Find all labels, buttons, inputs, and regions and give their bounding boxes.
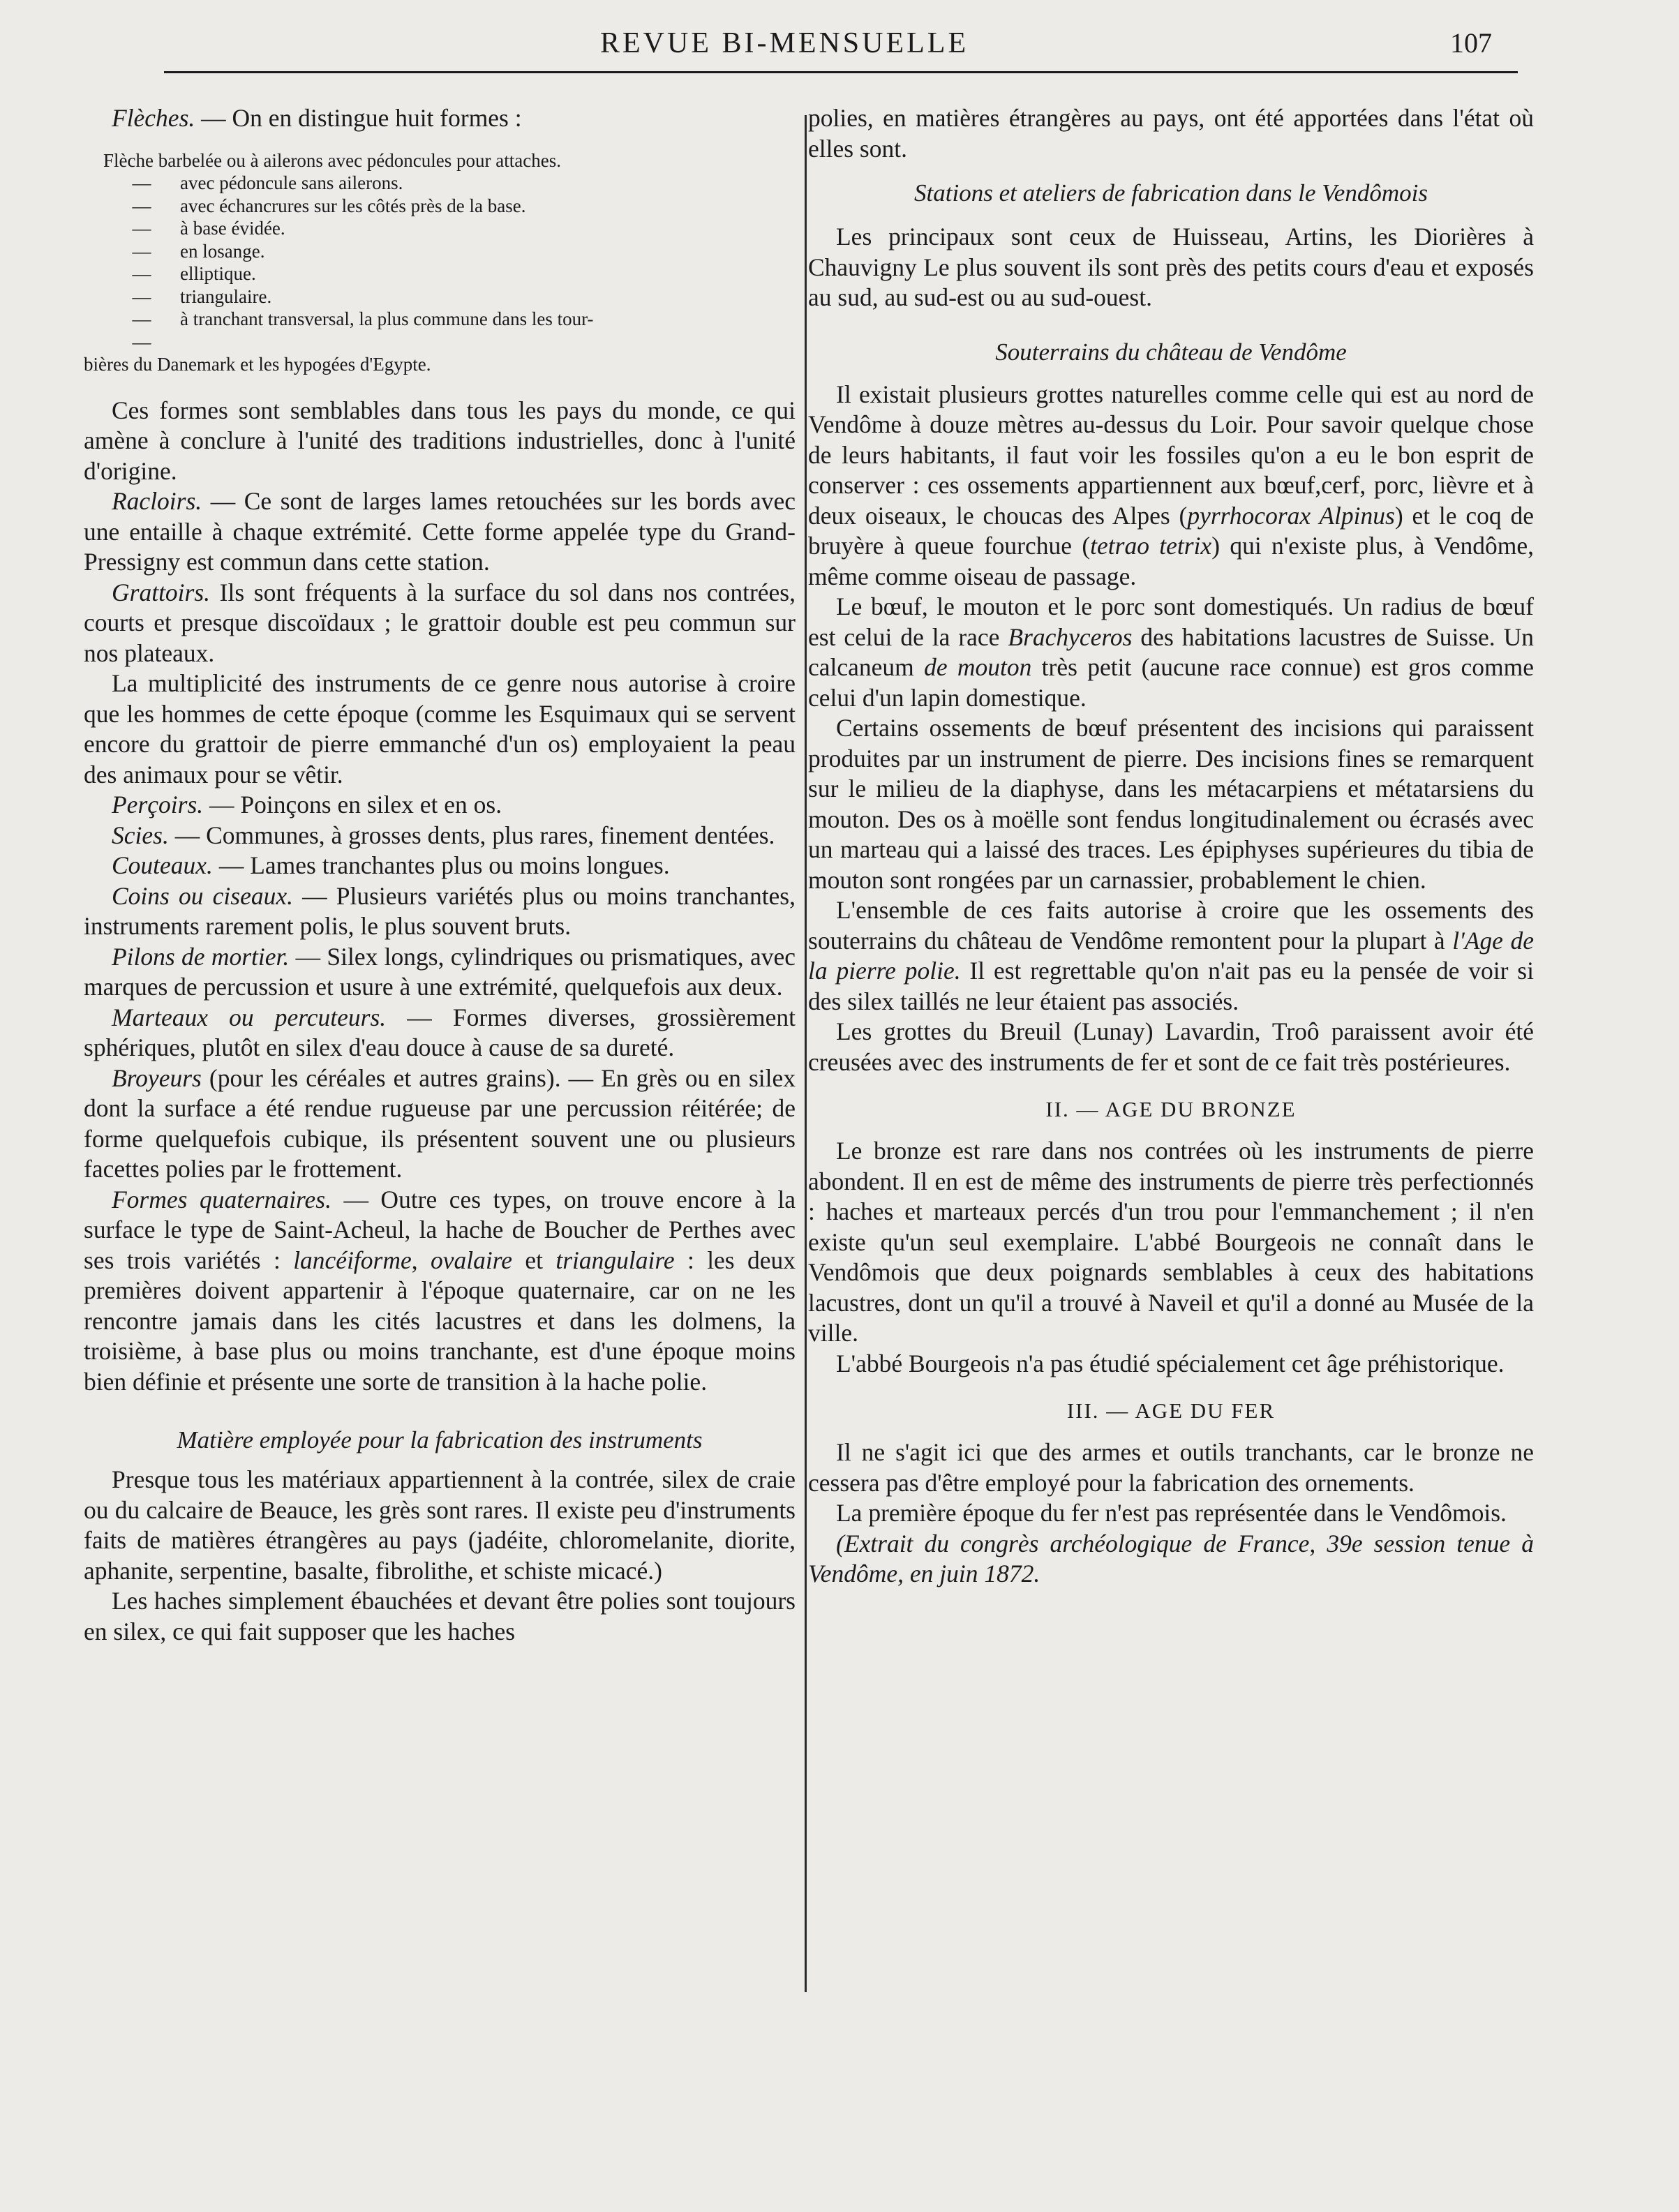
paragraph-breuil: Les grottes du Breuil (Lunay) Lavardin, Troô paraissent avoir été creusées avec des instruments de fer et sont de ce fait très postérieures. bbox=[808, 1017, 1534, 1076]
marteaux-term: Marteaux ou percuteurs. bbox=[112, 1003, 387, 1031]
fleches-term: Flèches. bbox=[112, 104, 195, 132]
list-item: — avec échancrures sur les côtés près de la base. bbox=[132, 195, 526, 216]
list-item: — à base évidée. bbox=[132, 218, 285, 239]
journal-title: REVUE BI-MENSUELLE bbox=[600, 27, 969, 59]
fleches-paragraph bbox=[84, 103, 796, 134]
list-item: — à tranchant transversal, la plus commune dans les tour- bbox=[132, 308, 594, 329]
list-item: — en losange. bbox=[132, 240, 265, 262]
formes-quaternaires-paragraph: Formes quaternaires. — Outre ces types, on trouve encore à la surface le type de Saint-Acheul, la hache de Boucher de Perthes avec ses trois variétés : lancéiforme, ovalaire et triangulaire : les deux premières doivent appartenir à l'époque quaternaire, car on ne les rencontre jamais dans les cités lacustres et dans les dolmens, la troisième, à base plus ou moins tranchante, est d'une époque moins bien définie et présente une sorte de transition à la hache polie. bbox=[84, 1185, 796, 1396]
broyeurs-paragraph: Broyeurs (pour les céréales et autres grains). — En grès ou en silex dont la surface a été rendue rugueuse par une percussion réitérée; de forme quelquefois cubique, ils présentent souvent une ou plusieurs facettes polies par le frottement. bbox=[84, 1063, 796, 1183]
coins-paragraph: Coins ou ciseaux. — Plusieurs variétés plus ou moins tranchantes, instruments rarement polis, le plus souvent bruts. bbox=[84, 881, 796, 940]
header-rule bbox=[164, 71, 1518, 73]
grattoirs-paragraph: Grattoirs. Ils sont fréquents à la surface du sol dans nos contrées, courts et presque discoïdaux ; le grattoir double est peu commun sur nos plateaux. bbox=[84, 578, 796, 667]
racloirs-term: Racloirs. bbox=[112, 487, 202, 515]
pilons-term: Pilons de mortier. bbox=[112, 942, 290, 971]
column-divider bbox=[805, 115, 807, 1992]
paragraph-certains: Certains ossements de bœuf présentent des incisions qui paraissent produites par un instrument de pierre. Des incisions fines se remarquent sur le milieu de la diaphyse, dans les métacarpiens et métatarsiens du mouton. Des os à moëlle sont fendus longitudinalement ou écrasés avec un marteau qui a laissé des traces. Les épiphyses supérieures du tibia de mouton sont rongées par un carnassier, probablement le chien. bbox=[808, 714, 1534, 894]
broyeurs-term: Broyeurs bbox=[112, 1063, 202, 1092]
section-heading-souterrains: Souterrains du château de Vendôme bbox=[995, 338, 1347, 366]
list-item: — triangulaire. bbox=[132, 285, 272, 307]
coins-term: Coins ou ciseaux. bbox=[112, 881, 293, 910]
paragraph-haches: Les haches simplement ébauchées et devant être polies sont toujours en silex, ce qui fait supposer que les haches bbox=[84, 1587, 796, 1645]
list-item-continuation: bières du Danemark et les hypogées d'Egypte. bbox=[84, 354, 431, 375]
fleches-list bbox=[84, 149, 796, 376]
paragraph-principaux: Les principaux sont ceux de Huisseau, Artins, les Diorières à Chauvigny Le plus souvent ils sont près des petits cours d'eau et exposés au sud, au sud-est ou au sud-ouest. bbox=[808, 223, 1534, 311]
list-item: — elliptique. bbox=[132, 263, 256, 284]
couteaux-term: Couteaux. bbox=[112, 851, 213, 879]
percoirs-term: Perçoirs. bbox=[112, 791, 204, 819]
scies-paragraph: Scies. — Communes, à grosses dents, plus rares, finement dentées. bbox=[112, 821, 775, 849]
paragraph-multiplicite: La multiplicité des instruments de ce genre nous autorise à croire que les hommes de cette époque (comme les Esquimaux qui se servent encore du grattoir de pierre emmanché d'un os) employaient la peau des animaux pour se vêtir. bbox=[84, 669, 796, 789]
list-item: — avec pédoncule sans ailerons. bbox=[132, 172, 403, 193]
paragraph-extrait: (Extrait du congrès archéologique de France, 39e session tenue à Vendôme, en juin 1872. bbox=[808, 1529, 1534, 1587]
left-column bbox=[84, 103, 796, 1647]
paragraph-polies: polies, en matières étrangères au pays, ont été apportées dans l'état où elles sont. bbox=[808, 104, 1534, 163]
section-heading-fer: III. — AGE DU FER bbox=[1066, 1398, 1276, 1423]
paragraph-formes: Ces formes sont semblables dans tous les pays du monde, ce qui amène à conclure à l'unité des traditions industrielles, donc à l'unité d'origine. bbox=[84, 396, 796, 485]
section-heading-bronze: II. — AGE DU BRONZE bbox=[1045, 1097, 1297, 1121]
paragraph-bronze: Le bronze est rare dans nos contrées où les instruments de pierre abondent. Il en est de même des instruments de pierre très perfectionnés : haches et marteaux percés d'un trou pour l'emmanchement ; il n'en existe qu'un seul exemplaire. L'abbé Bourgeois ne connaît dans le Vendômois que deux poignards semblables à ceux des habitations lacustres, dont un qu'il a trouvé à Naveil et qu'il a donné au Musée de la ville. bbox=[808, 1137, 1534, 1347]
running-header bbox=[0, 27, 1679, 75]
section-heading-matiere: Matière employée pour la fabrication des instruments bbox=[177, 1426, 703, 1454]
paragraph-premiere: La première époque du fer n'est pas représentée dans le Vendômois. bbox=[836, 1499, 1507, 1527]
scies-term: Scies. bbox=[112, 821, 169, 849]
section-heading-stations: Stations et ateliers de fabrication dans le Vendômois bbox=[914, 179, 1428, 207]
fleches-intro: — On en distingue huit formes : bbox=[195, 104, 522, 132]
right-column bbox=[808, 103, 1534, 1590]
paragraph-grottes: Il existait plusieurs grottes naturelles comme celle qui est au nord de Vendôme à douze mètres au-dessus du Loir. Pour savoir quelque chose de leurs habitants, il faut voir les fossiles qu'on a eu le bon esprit de conserver : ces ossements appartiennent aux bœuf,cerf, porc, lièvre et à deux oiseaux, le choucas des Alpes (pyrrhocorax Alpinus) et le coq de bruyère à queue fourchue (tetrao tetrix) qui n'existe plus, à Vendôme, même comme oiseau de passage. bbox=[808, 380, 1534, 590]
percoirs-paragraph: Perçoirs. — Poinçons en silex et en os. bbox=[112, 791, 502, 819]
paragraph-boeuf: Le bœuf, le mouton et le porc sont domestiqués. Un radius de bœuf est celui de la race Brachyceros des habitations lacustres de Suisse. Un calcaneum de mouton très petit (aucune race connue) est gros comme celui d'un lapin domestique. bbox=[808, 592, 1534, 712]
couteaux-paragraph: Couteaux. — Lames tranchantes plus ou moins longues. bbox=[112, 851, 670, 879]
list-item: Flèche barbelée ou à ailerons avec pédoncules pour attaches. bbox=[103, 149, 561, 171]
marteaux-paragraph: Marteaux ou percuteurs. — Formes diverses, grossièrement sphériques, plutôt en silex d'eau douce à cause de sa dureté. bbox=[84, 1003, 796, 1061]
grattoirs-term: Grattoirs. bbox=[112, 578, 211, 606]
racloirs-paragraph: Racloirs. — Ce sont de larges lames retouchées sur les bords avec une entaille à chaque extrémité. Cette forme appelée type du Grand-Pressigny est commun dans cette station. bbox=[84, 487, 796, 576]
page-number: 107 bbox=[1450, 27, 1492, 59]
paragraph-abbe: L'abbé Bourgeois n'a pas étudié spécialement cet âge préhistorique. bbox=[836, 1349, 1505, 1377]
paragraph-fer: Il ne s'agit ici que des armes et outils tranchants, car le bronze ne cessera pas d'être employé pour la fabrication des ornements. bbox=[808, 1438, 1534, 1497]
list-item: — bbox=[132, 331, 151, 352]
pilons-paragraph: Pilons de mortier. — Silex longs, cylindriques ou prismatiques, avec marques de percussion et usure à une extrémité, quelquefois aux deux. bbox=[84, 942, 796, 1001]
formes-term: Formes quaternaires. bbox=[112, 1185, 331, 1213]
paragraph-ensemble: L'ensemble de ces faits autorise à croire que les ossements des souterrains du château de Vendôme remontent pour la plupart à l'Age de la pierre polie. Il est regrettable qu'on n'ait pas eu la pensée de voir si des silex taillés ne leur étaient pas associés. bbox=[808, 896, 1534, 1015]
paragraph-presque: Presque tous les matériaux appartiennent à la contrée, silex de craie ou du calcaire de Beauce, les grès sont rares. Il existe peu d'instruments faits de matières étrangères au pays (jadéite, chloromelanite, diorite, aphanite, serpentine, basalte, fibrolithe, et schiste micacé.) bbox=[84, 1465, 796, 1585]
